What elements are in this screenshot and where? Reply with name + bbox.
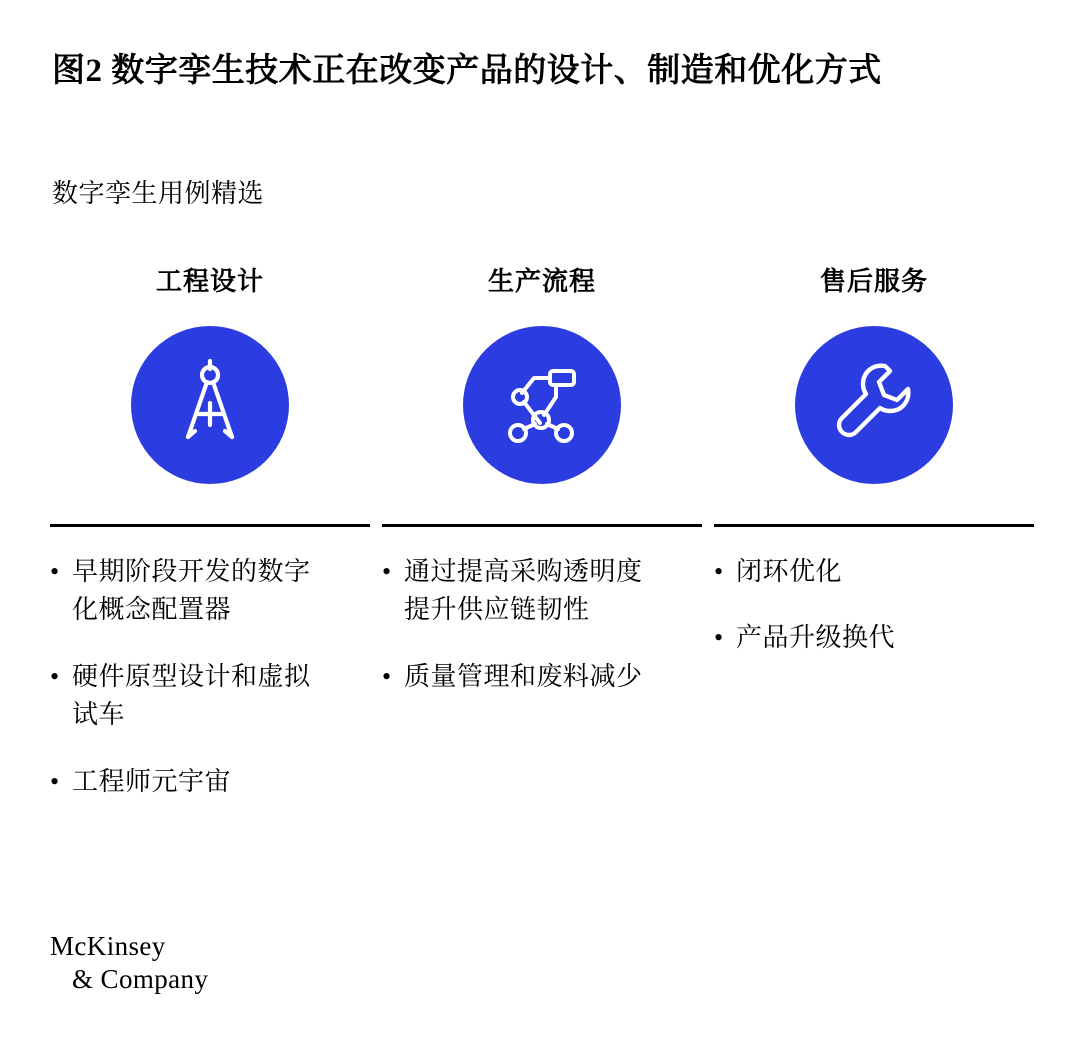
column-heading: 生产流程 (487, 267, 596, 296)
list-item-text: 产品升级换代 (736, 623, 896, 653)
compass-divider-icon (162, 357, 258, 453)
column-production-process (376, 262, 708, 845)
logo-line-1: McKinsey (50, 931, 166, 961)
list-item (714, 553, 1034, 591)
column-heading: 售后服务 (819, 267, 928, 296)
icon-circle (463, 326, 621, 484)
bullet-list (382, 553, 702, 724)
bullet-marker: • (50, 766, 60, 796)
list-item (50, 763, 370, 801)
robot-arm-icon (494, 357, 590, 453)
list-item (50, 658, 370, 735)
figure-subtitle: 数字孪生用例精选 (52, 179, 265, 208)
list-item-text: 通过提高采购透明度提升供应链韧性 (404, 557, 643, 625)
column-icon-wrap (714, 324, 1034, 486)
bullet-marker: • (50, 661, 60, 691)
bullet-list (714, 553, 1034, 686)
list-item (50, 553, 370, 630)
logo-line-2: & Company (72, 963, 209, 994)
bullet-marker: • (714, 557, 724, 586)
mckinsey-logo (50, 930, 208, 996)
bullet-list (50, 553, 370, 829)
wrench-icon (826, 357, 922, 453)
icon-circle (795, 326, 953, 484)
list-item-text: 早期阶段开发的数字化概念配置器 (72, 557, 311, 625)
icon-circle (131, 326, 289, 484)
list-item-text: 硬件原型设计和虚拟试车 (72, 661, 311, 730)
list-item-text: 质量管理和废料减少 (404, 661, 643, 691)
bullet-marker: • (714, 623, 724, 653)
list-item (382, 658, 702, 696)
list-item (382, 553, 702, 630)
column-after-sales-service (708, 262, 1040, 845)
list-item-text: 闭环优化 (736, 557, 843, 586)
column-divider (50, 524, 370, 527)
column-engineering-design (44, 262, 376, 845)
figure-title: 图2 数字孪生技术正在改变产品的设计、制造和优化方式 (52, 53, 882, 89)
column-icon-wrap (50, 324, 370, 486)
list-item (714, 619, 1034, 657)
bullet-marker: • (382, 557, 392, 586)
column-divider (382, 524, 702, 527)
use-case-columns (44, 262, 1040, 845)
list-item-text: 工程师元宇宙 (72, 766, 232, 796)
column-icon-wrap (382, 324, 702, 486)
bullet-marker: • (50, 557, 60, 586)
column-divider (714, 524, 1034, 527)
bullet-marker: • (382, 661, 392, 691)
column-heading: 工程设计 (155, 267, 264, 296)
